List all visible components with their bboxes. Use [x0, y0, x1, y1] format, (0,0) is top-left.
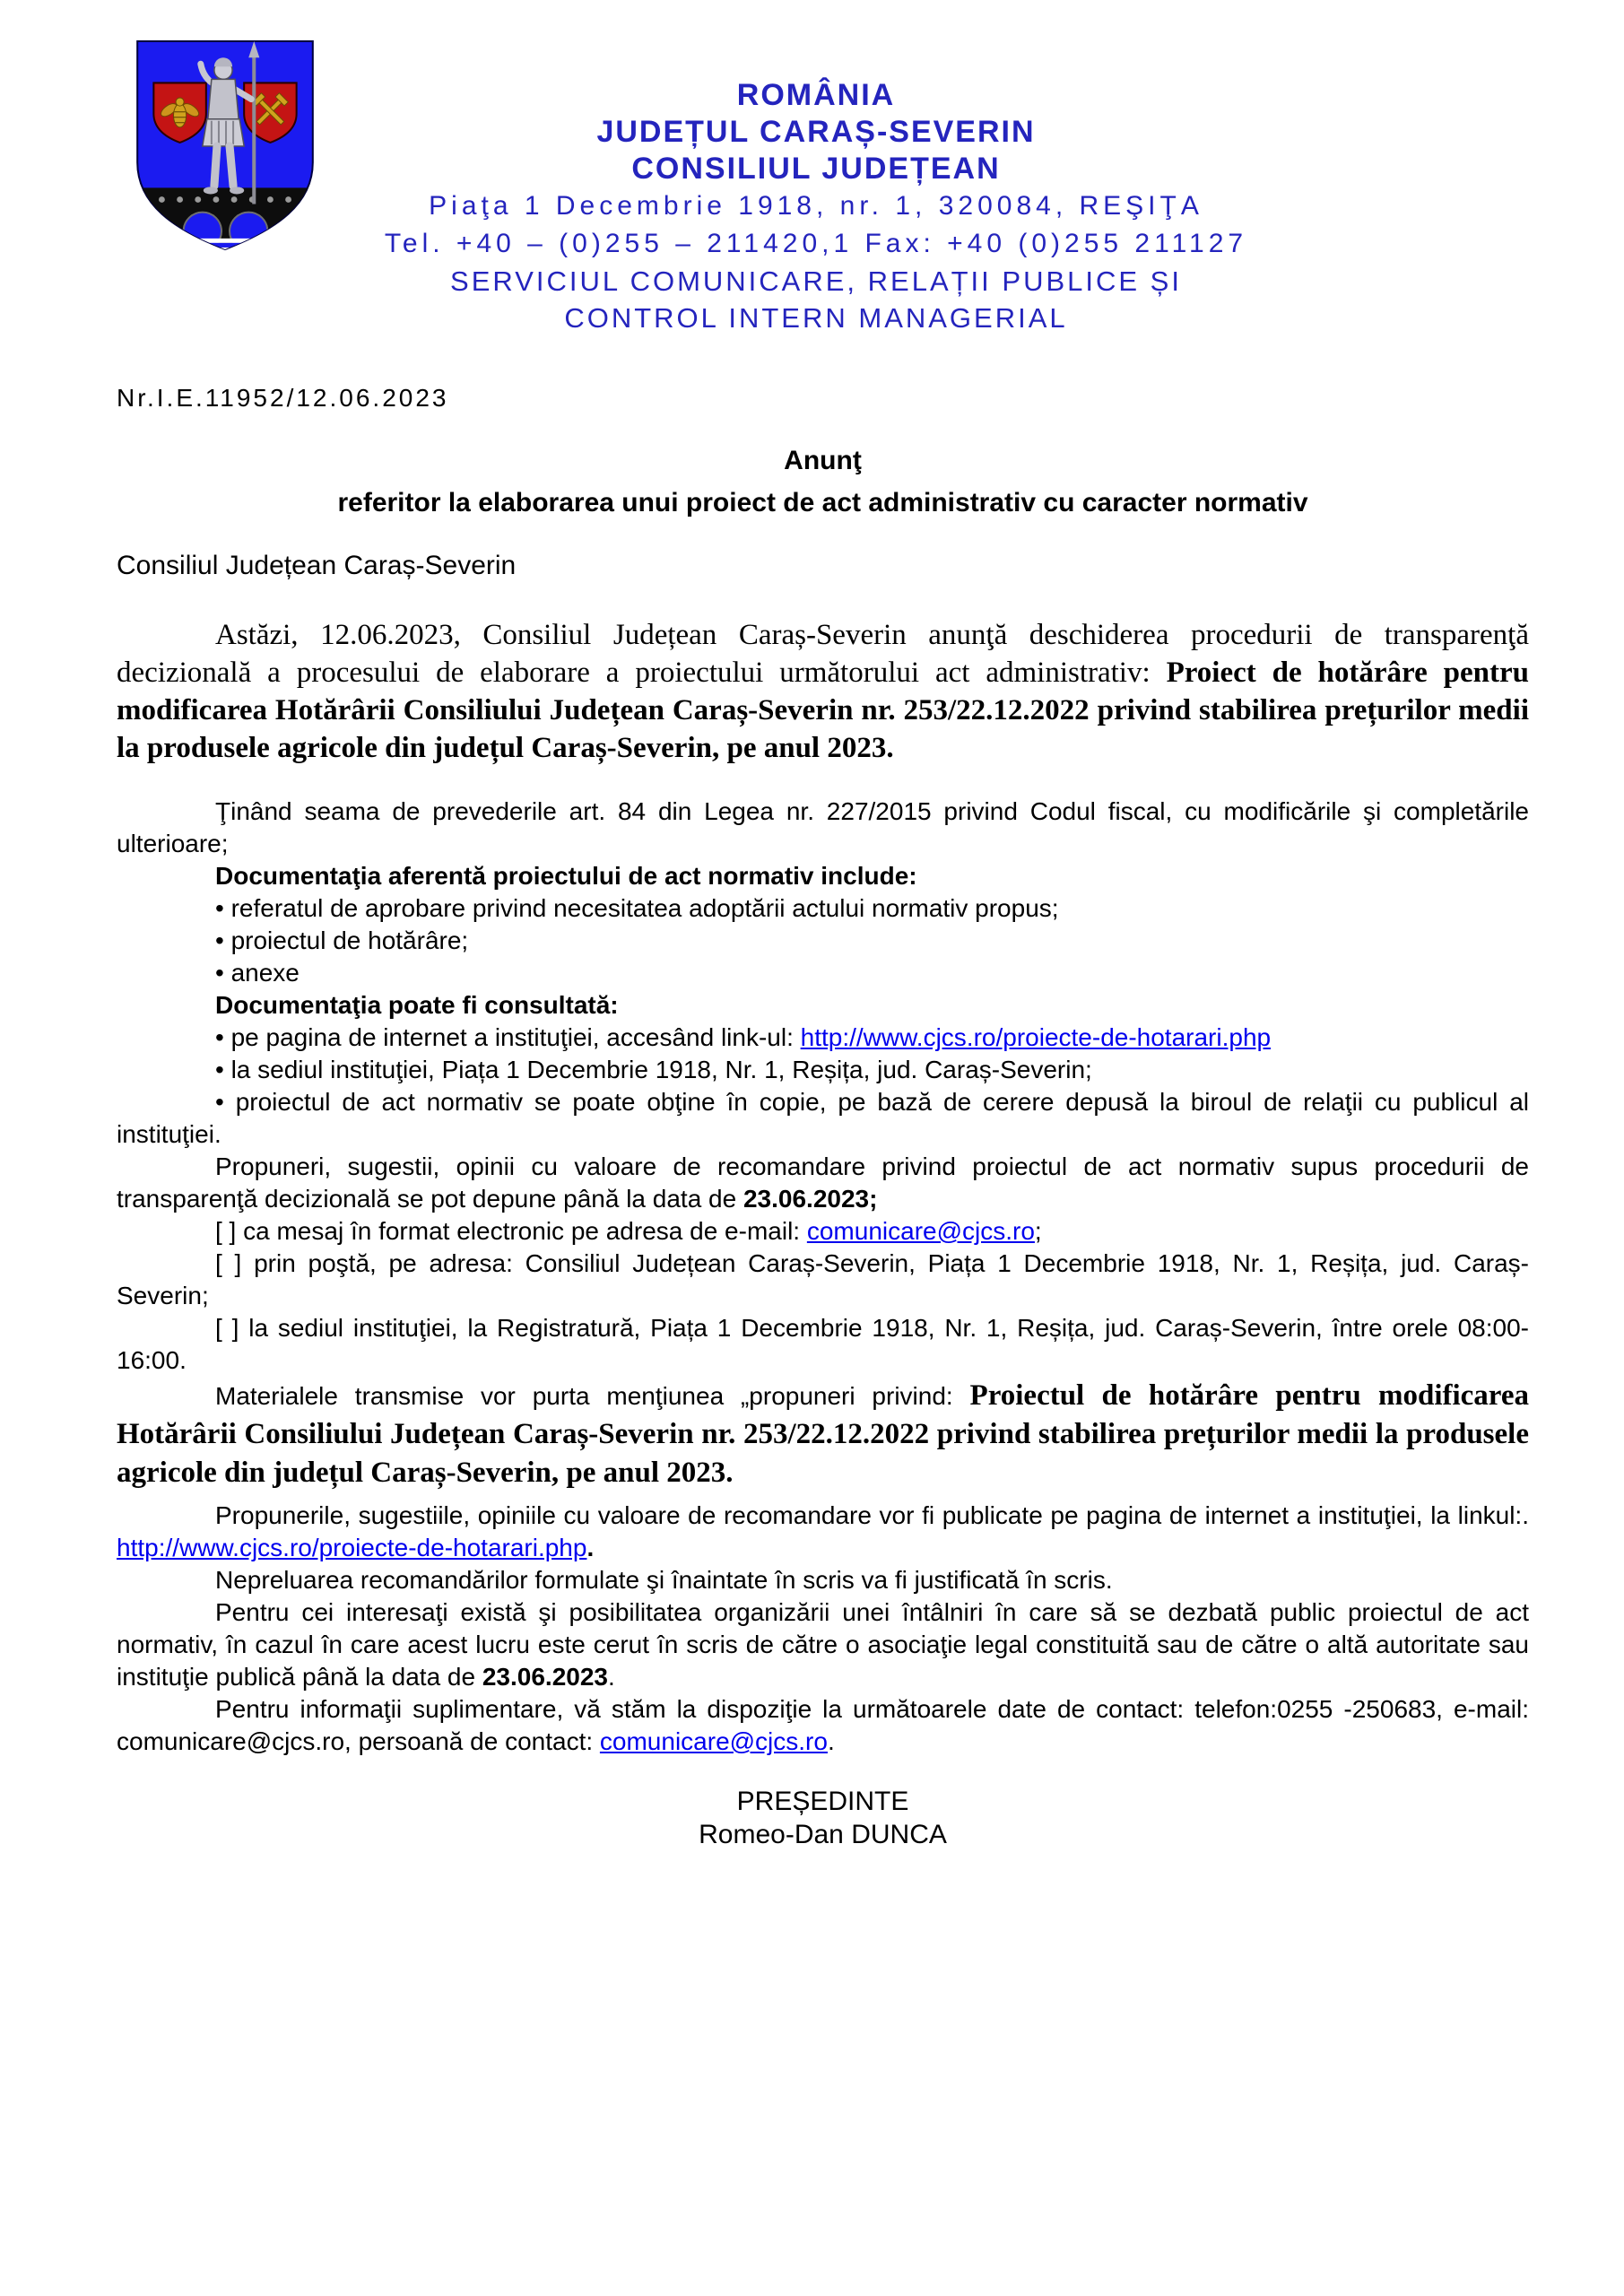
- document-body: [117, 379, 1529, 1851]
- list-item-proiect: • proiectul de hotărâre;: [215, 926, 469, 954]
- contact-email-link[interactable]: comunicare@cjcs.ro: [599, 1727, 828, 1755]
- letterhead-county: JUDEȚUL CARAȘ-SEVERIN: [596, 115, 1036, 149]
- paragraph-proposals: [117, 1151, 1529, 1215]
- debate-lead: Pentru cei interesaţi există şi posibilitatea organizării unei întâlniri în care să se dezbată public proiectul de act normativ, în cazul în care acest lucru este cerut în scris de către o asociaţie legal constituită sau de către o altă autoritate sau instituţie publică până la data de: [117, 1598, 1529, 1691]
- paragraph-mention: [117, 1377, 1529, 1492]
- projects-link-2[interactable]: http://www.cjcs.ro/proiecte-de-hotarari.php: [117, 1534, 587, 1561]
- reference-number: Nr.I.E.11952/12.06.2023: [117, 384, 449, 412]
- publish-lead: Propunerile, sugestiile, opiniile cu valoare de recomandare vor fi publicate pe pagina de internet a instituţiei, la linkul:.: [215, 1501, 1529, 1529]
- announcement-lead: Astăzi, 12.06.2023, Consiliul Județean Caraș-Severin anunţă deschiderea procedurii de transparenţă decizională a procesului de elaborare a proiectului următorului act administrativ:: [117, 619, 1529, 689]
- debate-deadline: 23.06.2023: [482, 1663, 608, 1691]
- paragraph-publish: Propunerile, sugestiile, opiniile cu valoare de recomandare vor fi publicate pe pagina de internet a instituţiei, la linkul:. http://www.cjcs.ro/proiecte-de-hotarari.php.: [117, 1501, 1529, 1561]
- email-prefix: [ ] ca mesaj în format electronic pe adresa de e-mail:: [215, 1217, 807, 1245]
- signature-role: PREȘEDINTE: [736, 1787, 909, 1816]
- list-item-web: [117, 1022, 1529, 1054]
- letterhead-phone-fax: Tel. +40 – (0)255 – 211420,1 Fax: +40 (0)255 211127: [384, 229, 1248, 258]
- channel-email: [ ] ca mesaj în format electronic pe adresa de e-mail: comunicare@cjcs.ro;: [215, 1217, 1042, 1245]
- channel-registry: [ ] la sediul instituţiei, la Registratură, Piața 1 Decembrie 1918, Nr. 1, Reșița, jud. Caraș-Severin, între orele 08:00-16:00.: [117, 1314, 1529, 1374]
- paragraph-justification: Nepreluarea recomandărilor formulate şi înaintate în scris va fi justificată în scris.: [215, 1566, 1113, 1594]
- letterhead-country: ROMÂNIA: [736, 78, 896, 112]
- signature-block: [117, 1785, 1529, 1851]
- project-title-repeat: Proiectul de hotărâre pentru modificarea Hotărârii Consiliului Județean Caraș-Severin nr. 253/22.12.2022 privind stabilirea prețurilor medii la produsele agricole din județul Caraș-Severin, pe anul 2023.: [117, 1379, 1529, 1489]
- project-title: Proiect de hotărâre pentru modificarea Hotărârii Consiliului Județean Caraș-Severin nr. 253/22.12.2022 privind stabilirea prețurilor medii la produsele agricole din județul Caraș-Severin, pe anul 2023.: [117, 657, 1529, 764]
- contact-lead: Pentru informaţii suplimentare, vă stăm la dispoziţie la următoarele date de contact: telefon:0255 -250683, e-mail: comunicare@cjcs.ro, persoană de contact:: [117, 1695, 1529, 1755]
- paragraph-debate: Pentru cei interesaţi există şi posibilitatea organizării unei întâlniri în care să se dezbată public proiectul de act normativ, în cazul în care acest lucru este cerut în scris de către o asociaţie legal constituită sau de către o altă autoritate sau instituţie publică până la data de 23.06.2023.: [117, 1598, 1529, 1691]
- document-subtitle: referitor la elaborarea unui proiect de act administrativ cu caracter normativ: [337, 488, 1308, 517]
- signature-name: Romeo-Dan DUNCA: [699, 1820, 947, 1849]
- document-title: Anunţ: [784, 446, 862, 475]
- projects-link[interactable]: http://www.cjcs.ro/proiecte-de-hotarari.php: [800, 1023, 1272, 1051]
- heading-docs-consult: Documentaţia poate fi consultată:: [215, 991, 619, 1019]
- list-item-copy: • proiectul de act normativ se poate obţine în copie, pe bază de cerere depusă la biroul de relaţii cu publicul al instituţiei.: [117, 1088, 1529, 1148]
- mention-lead: Materialele transmise vor purta menţiunea „propuneri privind:: [215, 1382, 970, 1410]
- deadline-date: 23.06.2023;: [743, 1185, 878, 1213]
- letterhead-institution: CONSILIUL JUDEȚEAN: [631, 152, 1001, 186]
- addressee: Consiliul Județean Caraș-Severin: [117, 551, 517, 580]
- email-link[interactable]: comunicare@cjcs.ro: [806, 1217, 1035, 1245]
- list-item-referat: • referatul de aprobare privind necesitatea adoptării actului normativ propus;: [215, 894, 1059, 922]
- heading-docs-include: Documentaţia aferentă proiectului de act normativ include:: [215, 862, 917, 890]
- title-block: [117, 439, 1529, 524]
- channel-post: [ ] prin poştă, pe adresa: Consiliul Județean Caraș-Severin, Piața 1 Decembrie 1918, Nr. 1, Reșița, jud. Caraș-Severin;: [117, 1249, 1529, 1309]
- list-item-office: • la sediul instituţiei, Piața 1 Decembrie 1918, Nr. 1, Reșița, jud. Caraș-Severin;: [215, 1056, 1092, 1083]
- proposals-lead: Propuneri, sugestii, opinii cu valoare de recomandare privind proiectul de act normativ supus procedurii de transparenţă decizională se pot depune până la data de: [117, 1152, 1529, 1213]
- letterhead: [184, 77, 1448, 336]
- paragraph-announcement: [117, 616, 1529, 767]
- paragraph-contact: Pentru informaţii suplimentare, vă stăm la dispoziţie la următoarele date de contact: telefon:0255 -250683, e-mail: comunicare@cjcs.ro, persoană de contact: comunicare@cjcs.ro.: [117, 1695, 1529, 1755]
- list-item-anexe: • anexe: [215, 959, 300, 987]
- web-prefix: • pe pagina de internet a instituţiei, accesând link-ul:: [215, 1023, 801, 1051]
- letterhead-service-line2: CONTROL INTERN MANAGERIAL: [564, 302, 1068, 334]
- letterhead-address: Piaţa 1 Decembrie 1918, nr. 1, 320084, REŞIŢA: [429, 191, 1203, 221]
- letterhead-service-line1: SERVICIUL COMUNICARE, RELAȚII PUBLICE ȘI: [450, 265, 1182, 297]
- paragraph-legal-basis: Ţinând seama de prevederile art. 84 din Legea nr. 227/2015 privind Codul fiscal, cu modificările şi completările ulterioare;: [117, 797, 1529, 857]
